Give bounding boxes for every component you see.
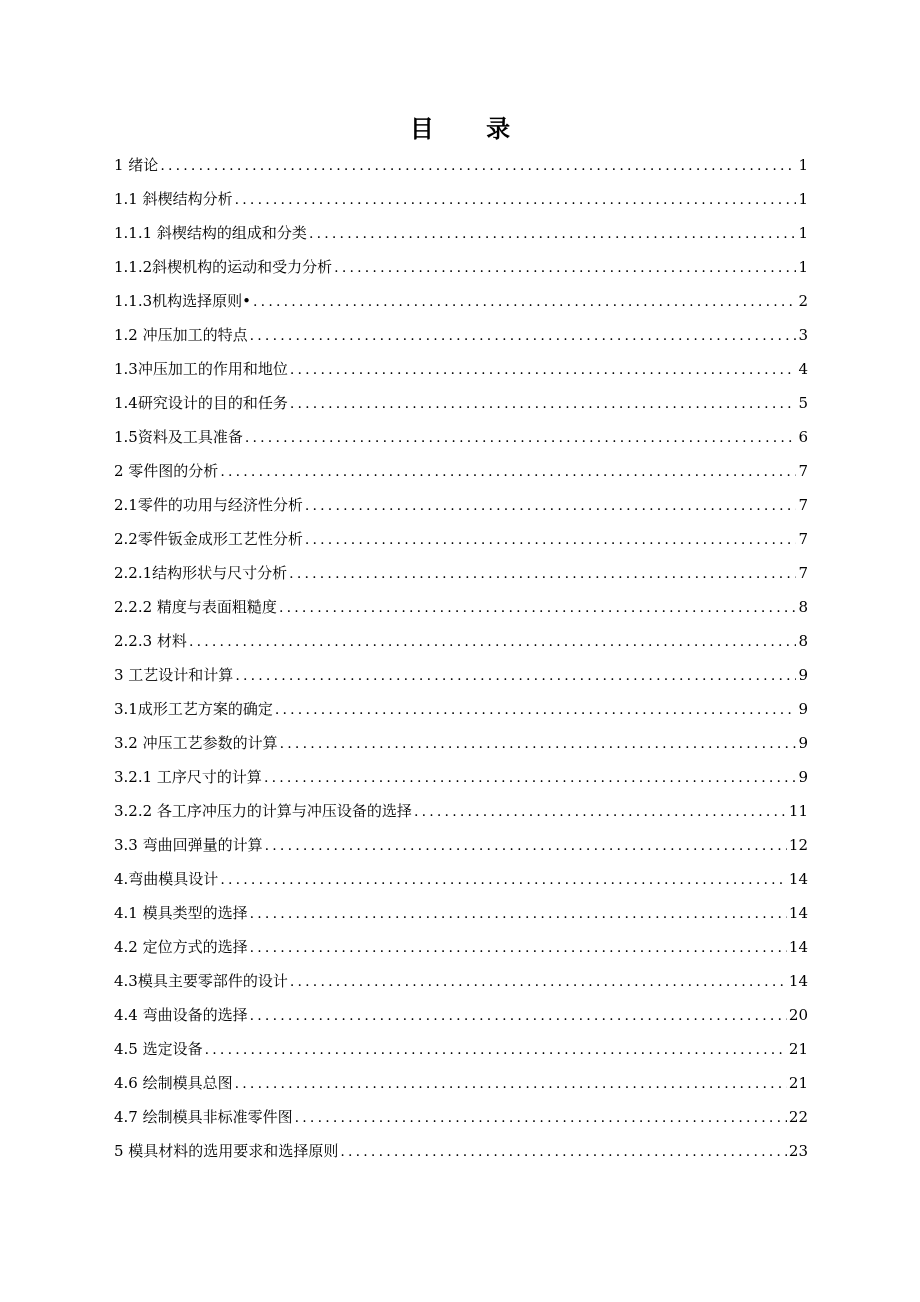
toc-dot-leader: [340, 1135, 787, 1169]
toc-entry-page-number: 21: [788, 1040, 808, 1058]
toc-entry-page-number: 7: [798, 564, 808, 582]
toc-entry[interactable]: [114, 216, 808, 250]
toc-entry-label: 3.2.2 各工序冲压力的计算与冲压设备的选择: [114, 802, 412, 820]
toc-dot-leader: [295, 1101, 787, 1135]
toc-entry[interactable]: [114, 726, 808, 760]
toc-dot-leader: [309, 217, 797, 251]
toc-entry-label: 4.5 选定设备: [114, 1040, 203, 1058]
toc-entry[interactable]: [114, 556, 808, 590]
toc-entry-page-number: 9: [798, 768, 808, 786]
toc-entry-label: 2 零件图的分析: [114, 462, 219, 480]
toc-dot-leader: [334, 251, 796, 285]
toc-entry-page-number: 21: [788, 1074, 808, 1092]
toc-dot-leader: [250, 931, 787, 965]
toc-entry[interactable]: [114, 794, 808, 828]
toc-entry-label: 4.4 弯曲设备的选择: [114, 1006, 248, 1024]
toc-entry-label: 1.1.2斜楔机构的运动和受力分析: [114, 258, 333, 276]
toc-entry[interactable]: [114, 148, 808, 182]
toc-list: [114, 148, 808, 1168]
toc-dot-leader: [279, 591, 797, 625]
toc-entry-page-number: 20: [788, 1006, 808, 1024]
toc-entry[interactable]: [114, 590, 808, 624]
toc-entry[interactable]: [114, 1100, 808, 1134]
toc-entry-label: 1.1 斜楔结构分析: [114, 190, 233, 208]
toc-dot-leader: [264, 761, 797, 795]
toc-entry[interactable]: [114, 828, 808, 862]
toc-dot-leader: [305, 523, 797, 557]
toc-entry[interactable]: [114, 352, 808, 386]
toc-entry-label: 1.2 冲压加工的特点: [114, 326, 248, 344]
toc-dot-leader: [290, 387, 797, 421]
toc-title: 目 录: [409, 114, 533, 143]
toc-entry-page-number: 14: [788, 870, 808, 888]
toc-entry-page-number: 5: [798, 394, 808, 412]
toc-entry[interactable]: [114, 1134, 808, 1168]
toc-dot-leader: [245, 421, 797, 455]
toc-entry-label: 1.1.3机构选择原则•: [114, 292, 252, 310]
toc-entry-page-number: 3: [798, 326, 808, 344]
toc-dot-leader: [305, 489, 797, 523]
toc-entry-label: 1.1.1 斜楔结构的组成和分类: [114, 224, 307, 242]
toc-entry[interactable]: [114, 522, 808, 556]
toc-dot-leader: [235, 183, 797, 217]
toc-dot-leader: [290, 965, 787, 999]
toc-dot-leader: [160, 149, 796, 183]
toc-entry-page-number: 8: [798, 598, 808, 616]
toc-entry-page-number: 14: [788, 904, 808, 922]
toc-dot-leader: [235, 1067, 787, 1101]
toc-entry-label: 4.7 绘制模具非标准零件图: [114, 1108, 293, 1126]
toc-dot-leader: [205, 1033, 787, 1067]
toc-entry-page-number: 9: [798, 666, 808, 684]
toc-entry-page-number: 22: [788, 1108, 808, 1126]
toc-entry-label: 1 绪论: [114, 156, 159, 174]
toc-entry-page-number: 14: [788, 972, 808, 990]
toc-entry[interactable]: [114, 1032, 808, 1066]
toc-entry[interactable]: [114, 896, 808, 930]
toc-dot-leader: [250, 897, 787, 931]
toc-entry-page-number: 7: [798, 462, 808, 480]
toc-dot-leader: [220, 455, 796, 489]
toc-entry-page-number: 1: [798, 258, 808, 276]
toc-entry-label: 3.2.1 工序尺寸的计算: [114, 768, 262, 786]
toc-entry-page-number: 8: [798, 632, 808, 650]
toc-entry-label: 1.4研究设计的目的和任务: [114, 394, 288, 412]
toc-entry[interactable]: [114, 964, 808, 998]
toc-entry-page-number: 11: [788, 802, 808, 820]
toc-entry-page-number: 1: [798, 224, 808, 242]
toc-entry-label: 4.弯曲模具设计: [114, 870, 219, 888]
toc-entry-page-number: 2: [798, 292, 808, 310]
toc-entry-page-number: 4: [798, 360, 808, 378]
toc-dot-leader: [289, 557, 796, 591]
toc-entry-label: 3.1成形工艺方案的确定: [114, 700, 273, 718]
toc-entry-page-number: 1: [798, 156, 808, 174]
toc-entry[interactable]: [114, 624, 808, 658]
toc-entry[interactable]: [114, 318, 808, 352]
toc-entry-page-number: 9: [798, 734, 808, 752]
toc-entry-label: 3 工艺设计和计算: [114, 666, 234, 684]
toc-entry[interactable]: [114, 862, 808, 896]
toc-entry-page-number: 7: [798, 496, 808, 514]
toc-entry[interactable]: [114, 930, 808, 964]
toc-entry-page-number: 7: [798, 530, 808, 548]
toc-entry-label: 5 模具材料的选用要求和选择原则: [114, 1142, 339, 1160]
toc-entry-label: 1.3冲压加工的作用和地位: [114, 360, 288, 378]
toc-entry[interactable]: [114, 284, 808, 318]
toc-dot-leader: [280, 727, 797, 761]
toc-dot-leader: [250, 999, 787, 1033]
toc-entry-label: 3.3 弯曲回弹量的计算: [114, 836, 263, 854]
toc-entry-label: 2.2.1结构形状与尺寸分析: [114, 564, 288, 582]
toc-entry[interactable]: [114, 1066, 808, 1100]
toc-entry[interactable]: [114, 692, 808, 726]
toc-dot-leader: [189, 625, 797, 659]
toc-entry[interactable]: [114, 488, 808, 522]
toc-dot-leader: [253, 285, 796, 319]
toc-entry-label: 4.1 模具类型的选择: [114, 904, 248, 922]
toc-entry-label: 4.6 绘制模具总图: [114, 1074, 233, 1092]
toc-dot-leader: [250, 319, 797, 353]
toc-dot-leader: [414, 795, 787, 829]
toc-entry-page-number: 9: [798, 700, 808, 718]
toc-dot-leader: [220, 863, 787, 897]
toc-entry-label: 4.3模具主要零部件的设计: [114, 972, 288, 990]
toc-entry-page-number: 23: [788, 1142, 808, 1160]
toc-entry-page-number: 14: [788, 938, 808, 956]
toc-entry-label: 2.2.3 材料: [114, 632, 187, 650]
toc-entry[interactable]: [114, 182, 808, 216]
toc-entry[interactable]: [114, 420, 808, 454]
toc-entry[interactable]: [114, 386, 808, 420]
toc-entry[interactable]: [114, 454, 808, 488]
toc-entry[interactable]: [114, 250, 808, 284]
toc-entry[interactable]: [114, 760, 808, 794]
toc-entry-page-number: 12: [788, 836, 808, 854]
toc-dot-leader: [275, 693, 797, 727]
toc-dot-leader: [235, 659, 796, 693]
toc-dot-leader: [290, 353, 797, 387]
toc-entry-label: 2.2零件钣金成形工艺性分析: [114, 530, 303, 548]
toc-entry-page-number: 6: [798, 428, 808, 446]
toc-entry[interactable]: [114, 998, 808, 1032]
toc-entry-label: 3.2 冲压工艺参数的计算: [114, 734, 278, 752]
toc-dot-leader: [265, 829, 787, 863]
toc-entry-page-number: 1: [798, 190, 808, 208]
toc-entry-label: 4.2 定位方式的选择: [114, 938, 248, 956]
toc-entry-label: 2.1零件的功用与经济性分析: [114, 496, 303, 514]
toc-entry[interactable]: [114, 658, 808, 692]
toc-entry-label: 2.2.2 精度与表面粗糙度: [114, 598, 277, 616]
toc-entry-label: 1.5资料及工具准备: [114, 428, 243, 446]
